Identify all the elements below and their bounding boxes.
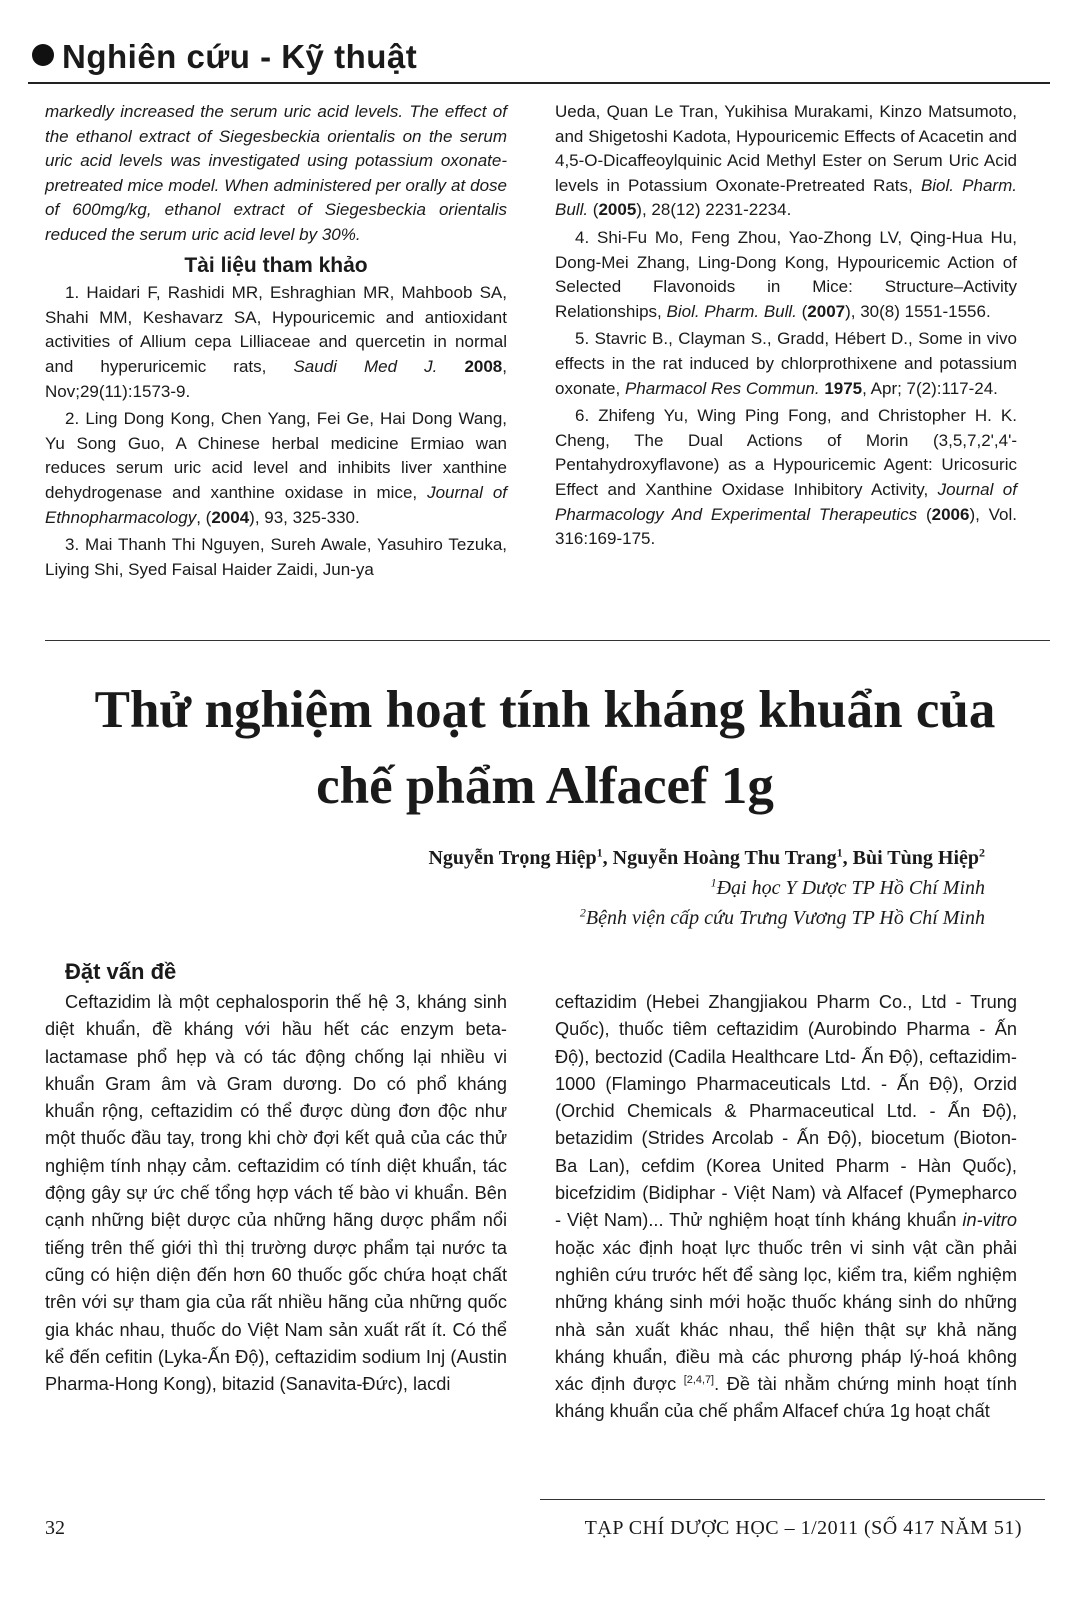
reference-item [555,226,1017,324]
text-segment: , ( [196,507,212,527]
section-header [32,38,417,76]
journal-footer: TẠP CHÍ DƯỢC HỌC – 1/2011 (SỐ 417 NĂM 51) [584,1517,1022,1539]
affiliation: $^2$Bệnh viện cấp cứu Trưng Vương TP Hồ Chí Minh [579,905,985,929]
text-segment: hoặc xác định hoạt lực thuốc trên vi sinh vật cần phải nghiên cứu trước hết để sàng lọc, kiểm tra, kiểm nghiệm những kháng sinh mới hoặc thuốc kháng sinh do những nhà sản xuất khác nhau, thể hiện thật sự khả năng kháng khuẩn, điều mà các phương pháp lý-hoá không xác định được [555,1237,1017,1395]
header-divider [28,82,1050,84]
references-left-column [45,100,507,582]
references-list-left [45,281,507,582]
abstract-text: markedly increased the serum uric acid levels. The effect of the ethanol extract of Siegesbeckia orientalis on the serum uric acid levels was investigated using potassium oxonate-pretreated mice model. When administered per orally at dose of 600mg/kg, ethanol extract of Siegesbeckia orientalis reduced the serum uric acid level by 30%. [45,102,507,244]
text-segment: . Đề tài nhằm chứng minh hoạt tính kháng khuẩn của chế phẩm Alfacef chứa 1g hoạt chất [555,1374,1017,1422]
text-segment: 2006 [931,504,970,524]
affiliation: $^1$Đại học Y Dược TP Hồ Chí Minh [710,875,985,899]
text-segment: 2007 [807,301,846,321]
text-segment: 2004 [211,507,250,527]
text-segment: 2. Ling Dong Kong, Chen Yang, Fei Ge, Hai Dong Wang, Yu Song Guo, A Chinese herbal medicine Ermiao wan reduces serum uric acid level and inhibits liver xanthine dehydrogenase and xanthine oxidase in mice, [45,409,507,502]
text-segment: Biol. Pharm. Bull. [666,301,797,321]
text-segment: 5. Stavric B., Clayman S., Gradd, Hébert D., Some in vivo effects in the rat induced by chlorprothixene and potassium oxonate, [555,329,1017,398]
text-segment: , Nov;29(11):1573-9. [45,356,507,401]
reference-item [45,407,507,530]
text-segment: ( [917,504,932,524]
references-list-right [555,100,1017,552]
text-segment: in-vitro [962,1210,1017,1231]
references-heading: Tài liệu tham khảo [184,253,368,277]
author: Nguyễn Hoàng Thu Trang$^1$, [612,845,853,869]
text-segment: Saudi Med J. [293,356,438,376]
text-segment [437,357,464,376]
citation: [2,4,7] [683,1374,715,1387]
section-heading: Đặt vấn đề [65,959,177,984]
text-segment: 6. Zhifeng Yu, Wing Ping Fong, and Christopher H. K. Cheng, The Dual Actions of Morin (3,5,7,2',4'-Pentahydroxyflavone) as a Hypouricemic Agent: Uricosuric Effect and Xanthine Oxidase Inhibitory Activity, [555,406,1017,499]
page-number: 32 [45,1517,65,1539]
reference-item [45,533,507,582]
footer-divider [540,1499,1045,1500]
reference-item [555,404,1017,552]
text-segment: 4. Shi-Fu Mo, Feng Zhou, Yao-Zhong LV, Qing-Hua Hu, Dong-Mei Zhang, Ling-Dong Kong, Hypouricemic Action of Selected Flavonoids in Mice: Structure–Activity Relationships, [555,227,1017,321]
text-segment: 2008 [464,356,503,376]
author: Bùi Tùng Hiệp$^2$ [852,845,985,869]
body-paragraph: Ceftazidim là một cephalosporin thế hệ 3, kháng sinh diệt khuẩn, đề kháng với hầu hết các enzym beta-lactamase phổ hẹp và có tác động chống lại nhiều vi khuẩn Gram âm và Gram dương. Do có phổ kháng khuẩn rộng, ceftazidim có thể được dùng đơn độc như một thuốc đầu tay, trong khi chờ đợi kết quả của các thử nghiệm tính nhạy cảm. ceftazidim có tính diệt khuẩn, tác động gây sự ức chế tổng hợp vách tế bào vi khuẩn. Bên cạnh những biệt dược của những hãng dược phẩm nổi tiếng trên thế giới thì thị trường dược phẩm tại nước ta cũng có hiện diện đến hơn 60 thuốc gốc chứa hoạt chất trên với sự tham gia của rất nhiều hãng của những quốc gia khác nhau, thuốc do Việt Nam sản xuất rất ít. Có thể kể đến cefitin (Lyka-Ấn Độ), ceftazidim sodium Inj (Austin Pharma-Hong Kong), bitazid (Sanavita-Đức), lacdi [45,992,507,1395]
body-paragraph [555,989,1017,1426]
references-right-column [555,100,1017,552]
text-segment: , Apr; 7(2):117-24. [862,378,998,398]
body-left-column [45,955,507,1398]
text-segment: ( [588,200,599,220]
text-segment: 3. Mai Thanh Thi Nguyen, Sureh Awale, Yasuhiro Tezuka, Liying Shi, Syed Faisal Haider Zaidi, Jun-ya [45,535,507,579]
section-header-label: Nghiên cứu - Kỹ thuật [62,38,418,75]
text-segment: Biol. Pharm. Bull. [555,175,1017,220]
title-line: chế phẩm Alfacef 1g [316,757,774,815]
text-segment: 2005 [598,200,637,220]
bullet-icon [32,44,54,66]
text-segment: ( [796,301,808,321]
authors-block [428,843,985,933]
text-segment: ), 30(8) 1551-1556. [845,301,991,321]
text-segment: Journal of Ethnopharmacology [45,482,507,527]
text-segment: ), 28(12) 2231-2234. [636,200,792,220]
article-title [0,672,1090,824]
text-segment: 1975 [824,378,863,398]
text-segment: Journal of Pharmacology And Experimental Therapeutics [555,479,1017,524]
text-segment: 1. Haidari F, Rashidi MR, Eshraghian MR, Mahboob SA, Shahi MM, Keshavarz SA, Hypouricemic and antioxidant activities of Allium cepa Lilliaceae and quercetin in normal and hyperuricemic rats, [45,283,507,376]
article-divider [45,640,1050,641]
text-segment: Pharmacol Res Commun. [624,378,820,398]
reference-item [45,281,507,404]
text-segment: ceftazidim (Hebei Zhangjiakou Pharm Co., Ltd - Trung Quốc), thuốc tiêm ceftazidim (Aurobindo Pharma - Ấn Độ), bectozid (Cadila Healthcare Ltd- Ấn Độ), ceftazidim-1000 (Flamingo Pharmaceuticals Ltd. - Ấn Độ), Orzid (Orchid Chemicals & Pharmaceutical Ltd. - Ấn Độ), betazidim (Strides Arcolab - Ấn Độ), biocetum (Bioton- Ba Lan), cefdim (Korea United Pharm - Hàn Quốc), bicefzidim (Bidiphar - Việt Nam) và Alfacef (Pymepharco - Việt Nam)... Thử nghiệm hoạt tính kháng khuẩn [555,992,1017,1231]
text-segment: ), Vol. 316:169-175. [555,504,1018,549]
author-names [428,843,985,873]
reference-item [555,100,1017,223]
text-segment: Ueda, Quan Le Tran, Yukihisa Murakami, Kinzo Matsumoto, and Shigetoshi Kadota, Hypouricemic Effects of Acacetin and 4,5-O-Dicaffeoylquinic Acid Methyl Ester on Serum Uric Acid levels in Potassium Oxonate-Pretreated Rats, [555,102,1017,195]
title-line: Thử nghiệm hoạt tính kháng khuẩn của [94,681,996,739]
reference-item [555,327,1017,401]
text-segment: ), 93, 325-330. [249,507,360,527]
author: Nguyễn Trọng Hiệp$^1$, [428,845,613,869]
body-right-column [555,989,1017,1426]
